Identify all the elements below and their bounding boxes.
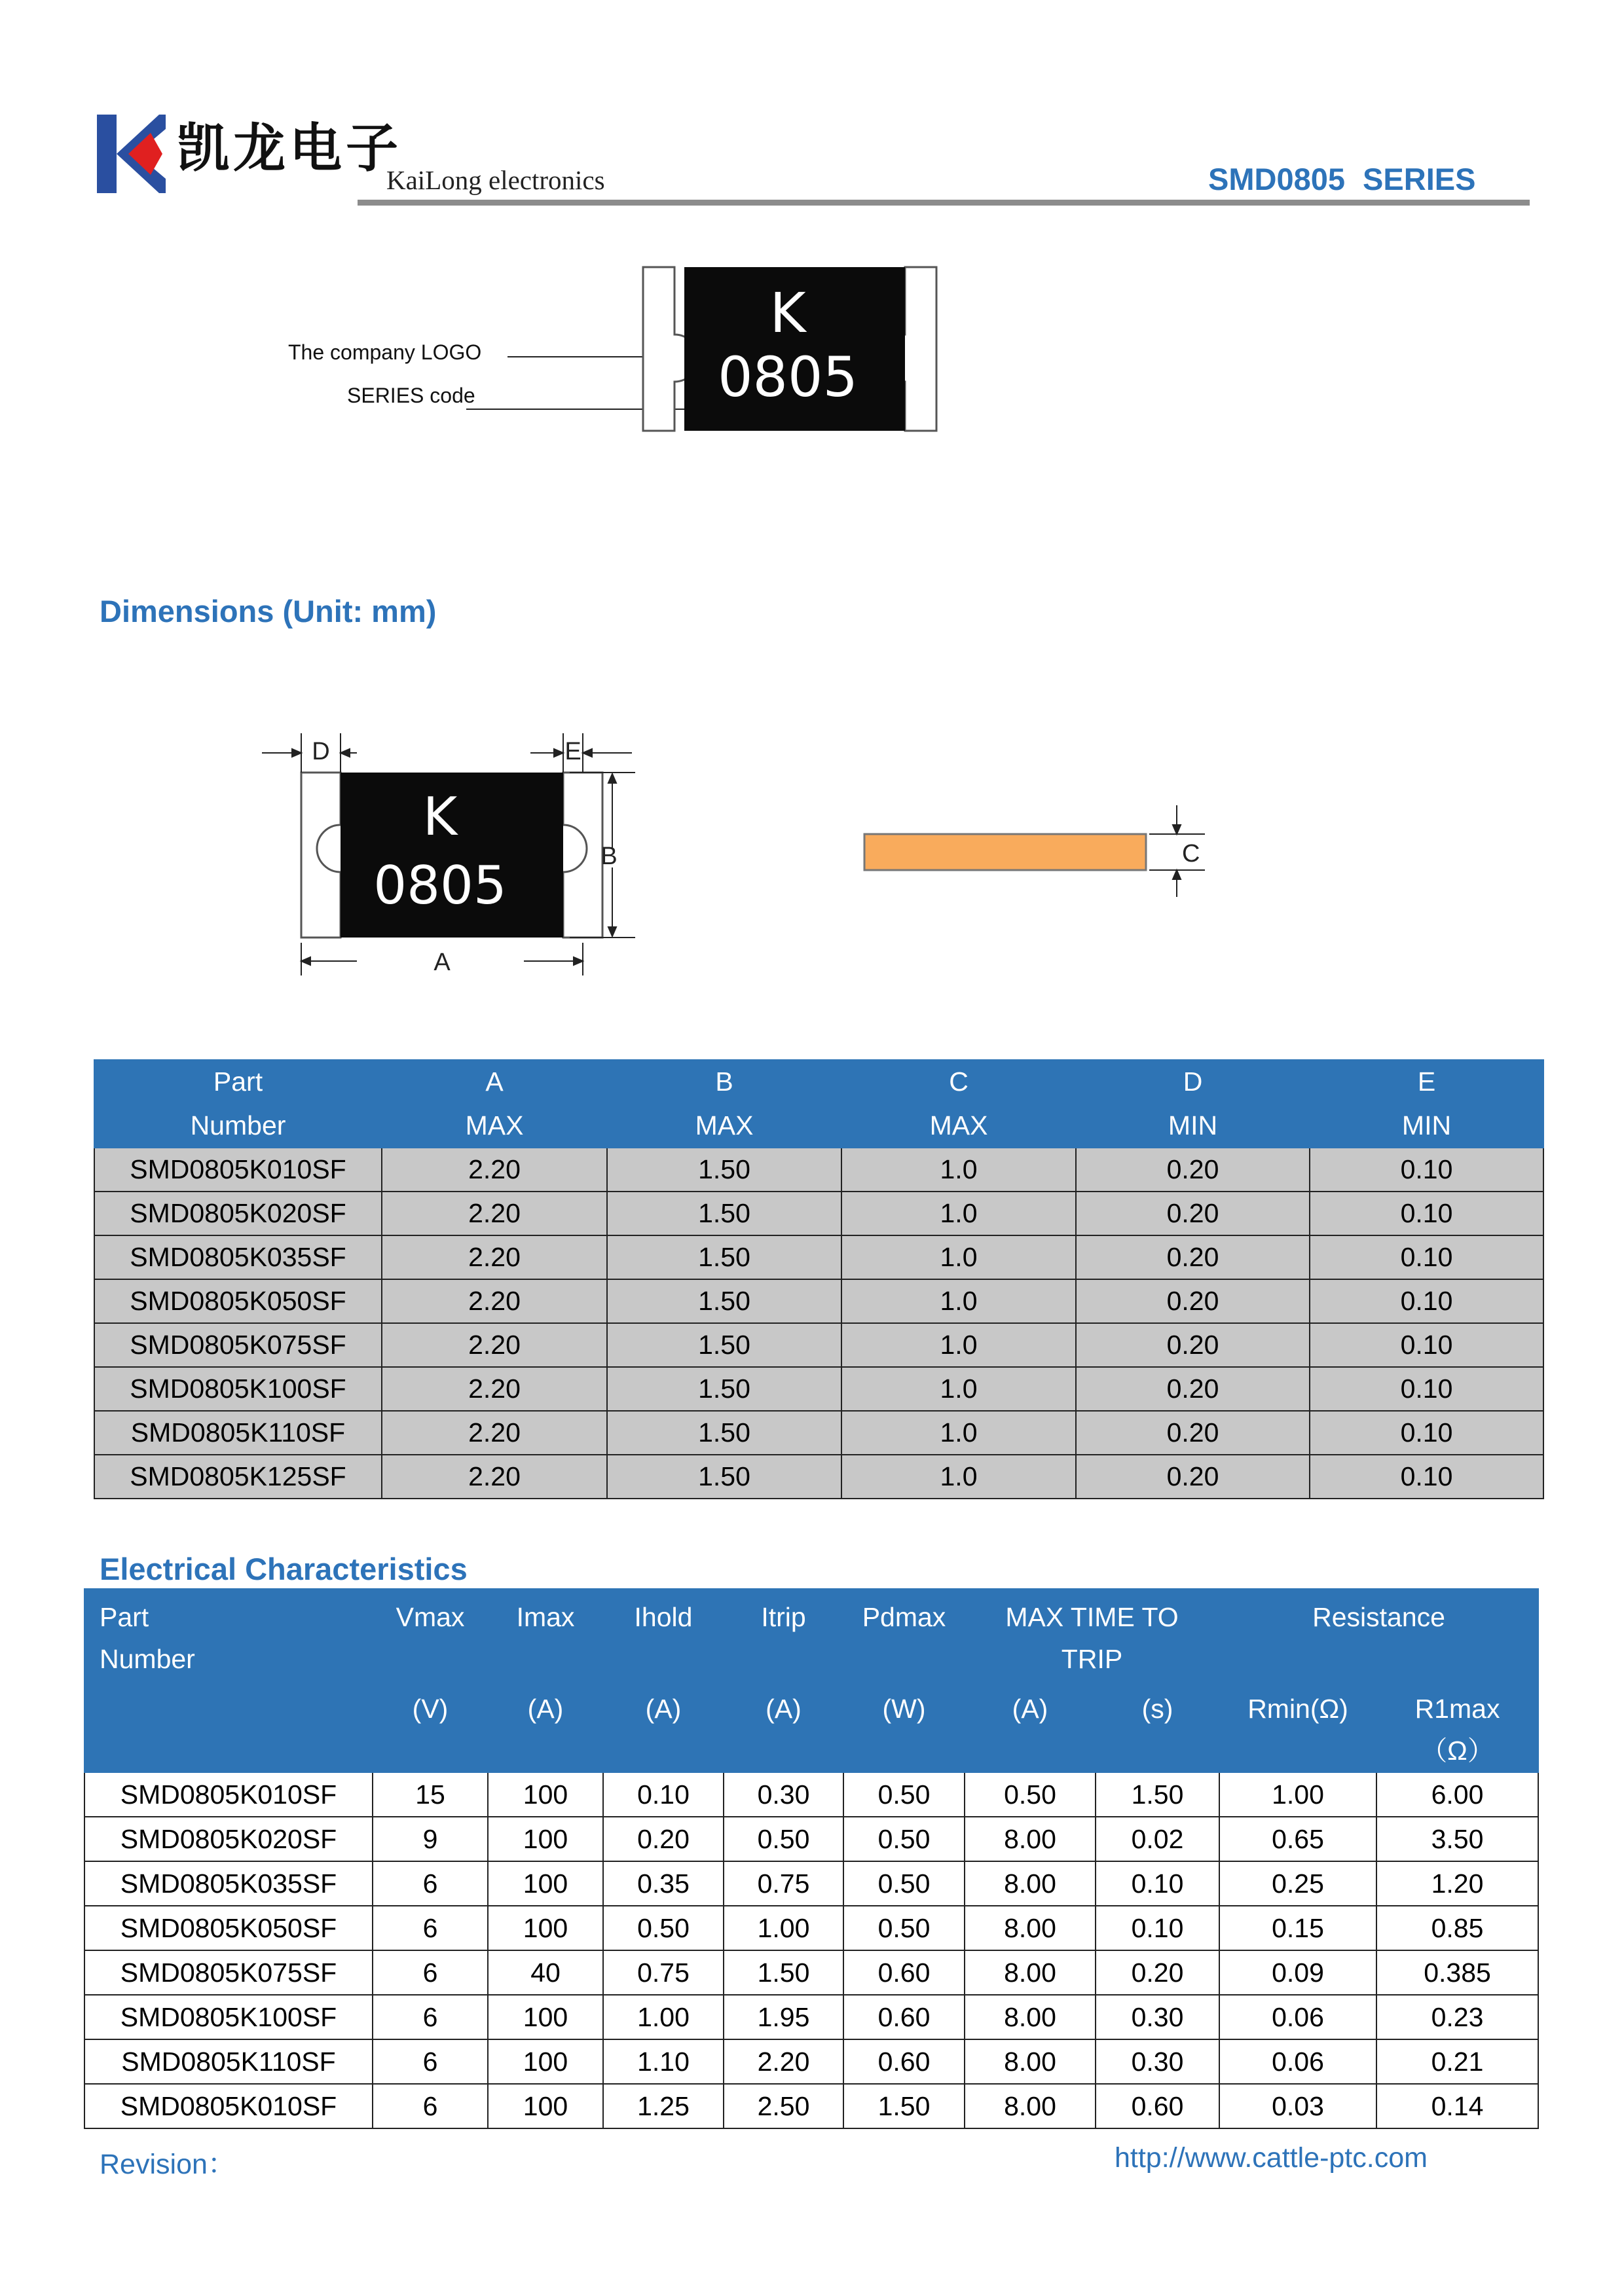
- dimensions-table: [94, 1059, 1544, 1499]
- electrical-value-cell: 0.50: [724, 1817, 843, 1861]
- table-row: [94, 1235, 1543, 1279]
- electrical-value-cell: 8.00: [965, 2084, 1096, 2128]
- marking-diagram: [458, 259, 943, 442]
- electrical-value-cell: 0.10: [1096, 1906, 1219, 1950]
- dimension-value-cell: 0.10: [1310, 1192, 1543, 1235]
- electrical-value-cell: 6.00: [1376, 1772, 1538, 1817]
- dimension-value-cell: 1.50: [607, 1192, 841, 1235]
- electrical-value-cell: 0.15: [1219, 1906, 1376, 1950]
- dimension-value-cell: 0.10: [1310, 1411, 1543, 1455]
- logo-chinese-text: 凯龙电子: [177, 117, 402, 179]
- electrical-value-cell: 0.20: [1096, 1950, 1219, 1995]
- dimension-value-cell: 0.10: [1310, 1367, 1543, 1411]
- table-row: [84, 1906, 1538, 1950]
- electrical-value-cell: 0.60: [1096, 2084, 1219, 2128]
- electrical-value-cell: 0.06: [1219, 1995, 1376, 2039]
- electrical-value-cell: 100: [488, 1995, 603, 2039]
- electrical-value-cell: 8.00: [965, 1950, 1096, 1995]
- dimensions-title: Dimensions (Unit: mm): [100, 594, 437, 629]
- dimension-value-cell: 0.20: [1076, 1235, 1310, 1279]
- table-row: [84, 2084, 1538, 2128]
- elec-header-imax: Imax: [488, 1589, 603, 1681]
- electrical-value-cell: 0.50: [843, 1861, 965, 1906]
- dim-header-1: A: [382, 1060, 607, 1104]
- electrical-value-cell: 0.23: [1376, 1995, 1538, 2039]
- dimension-top-view-diagram: [255, 727, 648, 982]
- electrical-value-cell: 100: [488, 1817, 603, 1861]
- part-number-cell: SMD0805K050SF: [84, 1906, 373, 1950]
- dim-header-0: Part: [94, 1060, 382, 1104]
- electrical-value-cell: 0.10: [1096, 1861, 1219, 1906]
- electrical-value-cell: 0.14: [1376, 2084, 1538, 2128]
- dimension-value-cell: 0.10: [1310, 1148, 1543, 1192]
- dimension-value-cell: 1.0: [841, 1323, 1076, 1367]
- elec-unit-imax: (A): [488, 1681, 603, 1772]
- electrical-value-cell: 2.20: [724, 2039, 843, 2084]
- electrical-value-cell: 0.10: [603, 1772, 724, 1817]
- part-number-cell: SMD0805K075SF: [84, 1950, 373, 1995]
- electrical-value-cell: 1.50: [1096, 1772, 1219, 1817]
- elec-header-ihold: Ihold: [603, 1589, 724, 1681]
- electrical-value-cell: 1.25: [603, 2084, 724, 2128]
- electrical-value-cell: 6: [373, 1861, 488, 1906]
- electrical-value-cell: 0.50: [843, 1906, 965, 1950]
- elec-header-itrip: Itrip: [724, 1589, 843, 1681]
- electrical-value-cell: 1.00: [1219, 1772, 1376, 1817]
- dimension-value-cell: 2.20: [382, 1367, 607, 1411]
- dimension-value-cell: 0.20: [1076, 1367, 1310, 1411]
- footer-revision: Revision：: [100, 2149, 236, 2180]
- part-number-cell: SMD0805K100SF: [94, 1367, 382, 1411]
- elec-unit-ihold: (A): [603, 1681, 724, 1772]
- part-number-cell: SMD0805K100SF: [84, 1995, 373, 2039]
- dimension-value-cell: 1.50: [607, 1367, 841, 1411]
- table-row: [94, 1411, 1543, 1455]
- part-number-cell: SMD0805K035SF: [94, 1235, 382, 1279]
- dimension-value-cell: 0.10: [1310, 1455, 1543, 1499]
- part-number-cell: SMD0805K010SF: [84, 1772, 373, 1817]
- table-row: [84, 1772, 1538, 1817]
- dim-subheader-3: MAX: [841, 1104, 1076, 1148]
- electrical-value-cell: 0.385: [1376, 1950, 1538, 1995]
- header-rule: [358, 200, 1530, 206]
- dimension-value-cell: 1.50: [607, 1411, 841, 1455]
- dim-header-3: C: [841, 1060, 1076, 1104]
- electrical-value-cell: 1.00: [603, 1995, 724, 2039]
- dimension-value-cell: 2.20: [382, 1279, 607, 1323]
- electrical-value-cell: 0.60: [843, 2039, 965, 2084]
- dim-chip-letter: K: [422, 786, 458, 847]
- electrical-value-cell: 0.25: [1219, 1861, 1376, 1906]
- electrical-value-cell: 0.06: [1219, 2039, 1376, 2084]
- dimension-value-cell: 0.20: [1076, 1148, 1310, 1192]
- table-row: [94, 1279, 1543, 1323]
- dimension-value-cell: 1.50: [607, 1455, 841, 1499]
- dim-subheader-5: MIN: [1310, 1104, 1543, 1148]
- table-row: [84, 1995, 1538, 2039]
- part-number-cell: SMD0805K125SF: [94, 1455, 382, 1499]
- dim-header-2: B: [607, 1060, 841, 1104]
- electrical-value-cell: 6: [373, 1995, 488, 2039]
- electrical-table: [84, 1588, 1539, 2129]
- series-title: SMD0805 SERIES: [1208, 162, 1476, 196]
- dimension-value-cell: 2.20: [382, 1148, 607, 1192]
- dimension-value-cell: 1.50: [607, 1323, 841, 1367]
- electrical-value-cell: 8.00: [965, 1995, 1096, 2039]
- electrical-value-cell: 0.60: [843, 1950, 965, 1995]
- elec-unit-rmin: Rmin(Ω): [1219, 1681, 1376, 1772]
- dimension-value-cell: 1.0: [841, 1411, 1076, 1455]
- part-number-cell: SMD0805K075SF: [94, 1323, 382, 1367]
- electrical-value-cell: 0.03: [1219, 2084, 1376, 2128]
- electrical-value-cell: 8.00: [965, 1861, 1096, 1906]
- elec-unit-r1max: R1max （Ω）: [1376, 1681, 1538, 1772]
- dim-label-a: A: [434, 949, 451, 976]
- electrical-value-cell: 1.50: [724, 1950, 843, 1995]
- electrical-value-cell: 6: [373, 2084, 488, 2128]
- part-number-cell: SMD0805K035SF: [84, 1861, 373, 1906]
- elec-unit-time-a: (A): [965, 1681, 1096, 1772]
- dim-subheader-1: MAX: [382, 1104, 607, 1148]
- dimension-value-cell: 1.0: [841, 1455, 1076, 1499]
- dimension-value-cell: 2.20: [382, 1192, 607, 1235]
- dimension-value-cell: 0.10: [1310, 1235, 1543, 1279]
- dim-header-5: E: [1310, 1060, 1543, 1104]
- table-row: [94, 1148, 1543, 1192]
- dimension-value-cell: 1.0: [841, 1235, 1076, 1279]
- electrical-value-cell: 40: [488, 1950, 603, 1995]
- elec-unit-pdmax: (W): [843, 1681, 965, 1772]
- dimension-value-cell: 2.20: [382, 1323, 607, 1367]
- dim-subheader-0: Number: [94, 1104, 382, 1148]
- chip-code: 0805: [718, 345, 858, 409]
- table-row: [84, 1861, 1538, 1906]
- electrical-value-cell: 6: [373, 2039, 488, 2084]
- company-logo-icon: [97, 115, 166, 193]
- dimension-value-cell: 2.20: [382, 1235, 607, 1279]
- part-number-cell: SMD0805K010SF: [84, 2084, 373, 2128]
- electrical-value-cell: 0.09: [1219, 1950, 1376, 1995]
- electrical-value-cell: 100: [488, 1861, 603, 1906]
- chip-letter: K: [769, 281, 806, 345]
- dim-header-4: D: [1076, 1060, 1310, 1104]
- electrical-value-cell: 0.30: [724, 1772, 843, 1817]
- table-row: [84, 1817, 1538, 1861]
- part-number-cell: SMD0805K110SF: [84, 2039, 373, 2084]
- electrical-value-cell: 0.20: [603, 1817, 724, 1861]
- elec-header-part: Part Number: [84, 1589, 373, 1772]
- electrical-value-cell: 8.00: [965, 2039, 1096, 2084]
- dimension-value-cell: 1.0: [841, 1367, 1076, 1411]
- dimension-value-cell: 1.50: [607, 1279, 841, 1323]
- dimension-value-cell: 0.20: [1076, 1323, 1310, 1367]
- dimension-value-cell: 1.50: [607, 1235, 841, 1279]
- electrical-value-cell: 0.75: [724, 1861, 843, 1906]
- electrical-value-cell: 0.50: [843, 1772, 965, 1817]
- series-callout-label: SERIES code: [347, 384, 475, 407]
- elec-unit-vmax: (V): [373, 1681, 488, 1772]
- logo-english-text: KaiLong electronics: [386, 165, 605, 195]
- electrical-value-cell: 1.95: [724, 1995, 843, 2039]
- dim-subheader-4: MIN: [1076, 1104, 1310, 1148]
- dimension-value-cell: 1.0: [841, 1279, 1076, 1323]
- electrical-value-cell: 0.50: [965, 1772, 1096, 1817]
- part-number-cell: SMD0805K050SF: [94, 1279, 382, 1323]
- elec-header-max-time: MAX TIME TO TRIP: [965, 1589, 1219, 1681]
- electrical-value-cell: 2.50: [724, 2084, 843, 2128]
- dimension-value-cell: 0.10: [1310, 1323, 1543, 1367]
- part-number-cell: SMD0805K010SF: [94, 1148, 382, 1192]
- elec-unit-time-s: (s): [1096, 1681, 1219, 1772]
- electrical-value-cell: 1.50: [843, 2084, 965, 2128]
- electrical-value-cell: 6: [373, 1950, 488, 1995]
- logo-callout-label: The company LOGO: [288, 340, 482, 364]
- electrical-value-cell: 9: [373, 1817, 488, 1861]
- dimension-value-cell: 0.20: [1076, 1411, 1310, 1455]
- table-row: [94, 1192, 1543, 1235]
- elec-header-pdmax: Pdmax: [843, 1589, 965, 1681]
- elec-unit-itrip: (A): [724, 1681, 843, 1772]
- part-number-cell: SMD0805K020SF: [84, 1817, 373, 1861]
- electrical-value-cell: 1.00: [724, 1906, 843, 1950]
- dimension-value-cell: 1.0: [841, 1192, 1076, 1235]
- electrical-value-cell: 15: [373, 1772, 488, 1817]
- dimension-value-cell: 0.10: [1310, 1279, 1543, 1323]
- dim-label-b: B: [600, 843, 618, 870]
- dimension-value-cell: 1.50: [607, 1148, 841, 1192]
- electrical-value-cell: 0.30: [1096, 1995, 1219, 2039]
- electrical-value-cell: 8.00: [965, 1817, 1096, 1861]
- electrical-value-cell: 0.50: [603, 1906, 724, 1950]
- table-row: [84, 2039, 1538, 2084]
- dimension-value-cell: 0.20: [1076, 1279, 1310, 1323]
- elec-header-resistance: Resistance: [1219, 1589, 1538, 1681]
- electrical-value-cell: 100: [488, 2084, 603, 2128]
- dim-label-d: D: [312, 738, 330, 765]
- footer-url-link[interactable]: http://www.cattle-ptc.com: [1115, 2142, 1428, 2174]
- dimension-value-cell: 1.0: [841, 1148, 1076, 1192]
- electrical-value-cell: 0.85: [1376, 1906, 1538, 1950]
- electrical-value-cell: 6: [373, 1906, 488, 1950]
- dimension-value-cell: 2.20: [382, 1411, 607, 1455]
- part-number-cell: SMD0805K110SF: [94, 1411, 382, 1455]
- electrical-value-cell: 0.75: [603, 1950, 724, 1995]
- table-row: [94, 1455, 1543, 1499]
- dimension-value-cell: 0.20: [1076, 1455, 1310, 1499]
- table-row: [94, 1323, 1543, 1367]
- electrical-value-cell: 0.21: [1376, 2039, 1538, 2084]
- table-row: [84, 1950, 1538, 1995]
- electrical-value-cell: 3.50: [1376, 1817, 1538, 1861]
- electrical-value-cell: 0.30: [1096, 2039, 1219, 2084]
- dim-chip-code: 0805: [373, 855, 507, 916]
- electrical-value-cell: 100: [488, 1906, 603, 1950]
- dimension-value-cell: 0.20: [1076, 1192, 1310, 1235]
- dim-label-c: C: [1182, 840, 1200, 867]
- electrical-value-cell: 0.65: [1219, 1817, 1376, 1861]
- electrical-value-cell: 0.50: [843, 1817, 965, 1861]
- part-number-cell: SMD0805K020SF: [94, 1192, 382, 1235]
- electrical-value-cell: 1.20: [1376, 1861, 1538, 1906]
- electrical-value-cell: 8.00: [965, 1906, 1096, 1950]
- table-row: [94, 1367, 1543, 1411]
- electrical-value-cell: 100: [488, 1772, 603, 1817]
- electrical-value-cell: 1.10: [603, 2039, 724, 2084]
- electrical-value-cell: 100: [488, 2039, 603, 2084]
- electrical-title: Electrical Characteristics: [100, 1552, 468, 1586]
- elec-header-vmax: Vmax: [373, 1589, 488, 1681]
- electrical-value-cell: 0.02: [1096, 1817, 1219, 1861]
- dim-subheader-2: MAX: [607, 1104, 841, 1148]
- dimension-value-cell: 2.20: [382, 1455, 607, 1499]
- electrical-value-cell: 0.60: [843, 1995, 965, 2039]
- electrical-value-cell: 0.35: [603, 1861, 724, 1906]
- dimension-side-view-diagram: [851, 799, 1218, 903]
- dim-label-e: E: [564, 738, 581, 765]
